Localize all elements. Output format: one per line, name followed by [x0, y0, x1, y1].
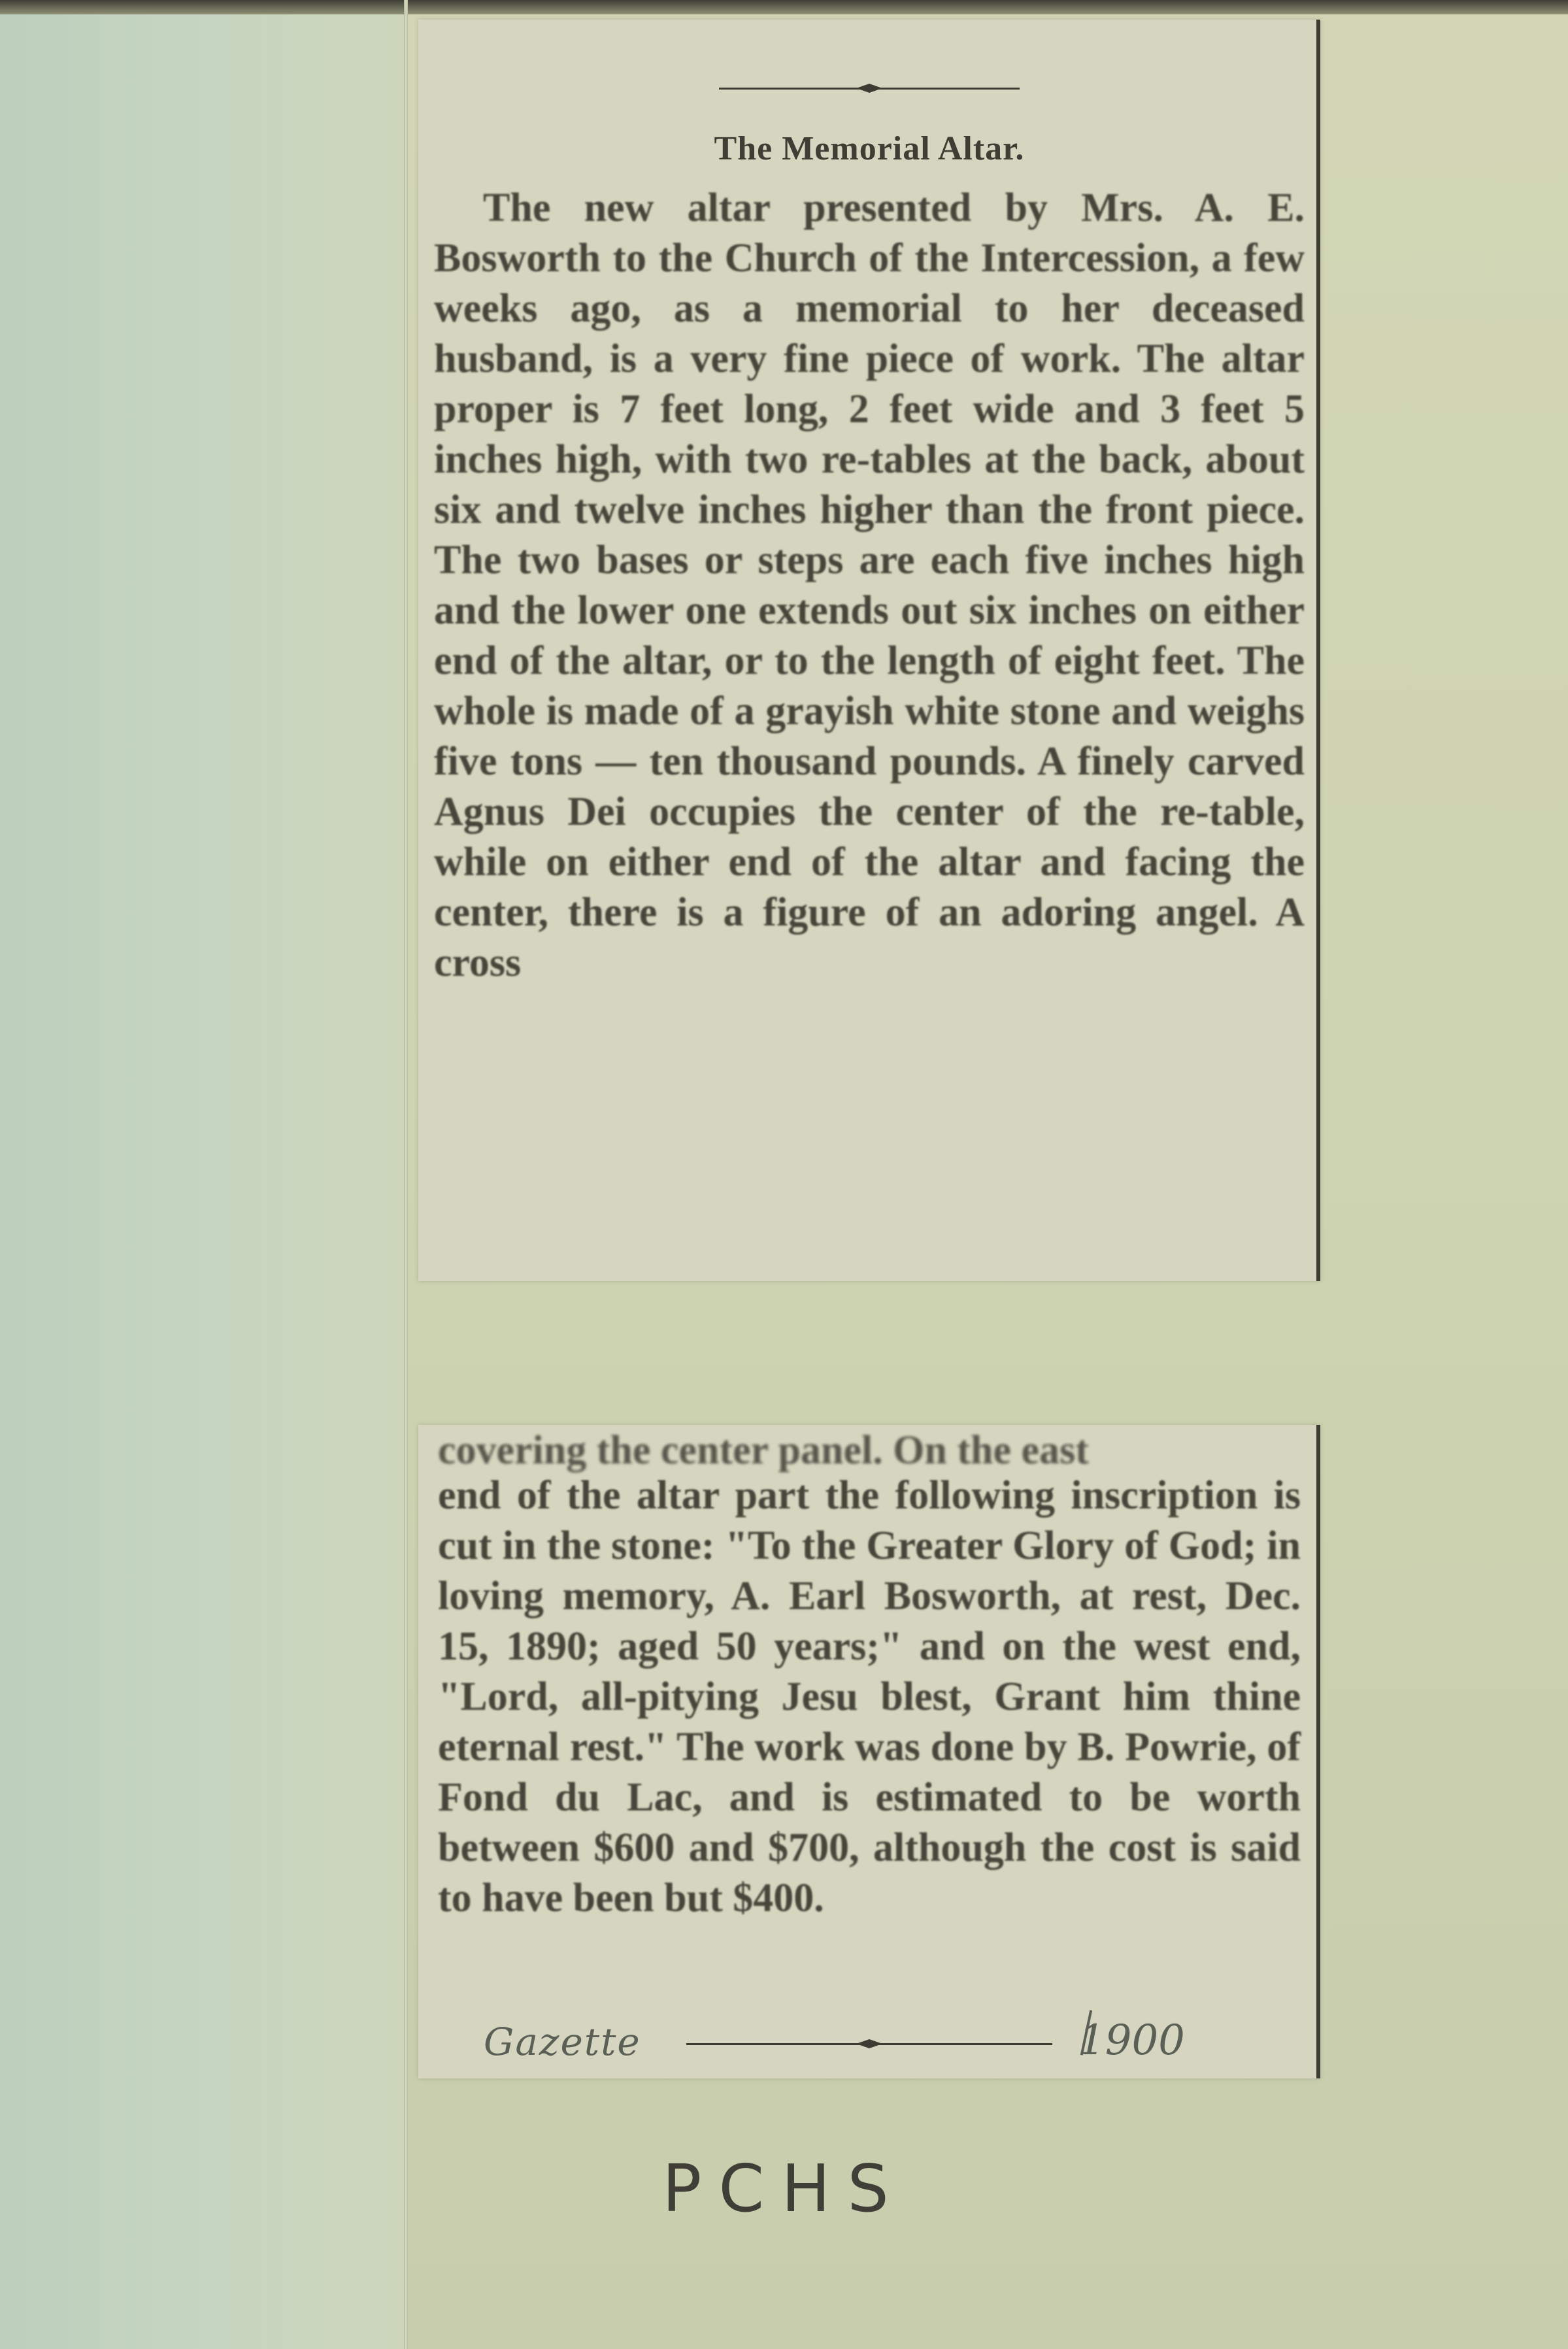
article-body-part-2: end of the altar part the following inscription is cut in the stone: "To the Greater Glory of God; in loving memory, A. Earl Bosworth, at rest, Dec. 15, 1890; aged 50 years;" and on the west end, "Lord, all-pitying Jesu blest, Grant him thine eternal rest." The work was done by B. Powrie, of Fond du Lac, and is estimated to be worth between $600 and $700, although the cost is said to have been but $400.	[438, 1473, 1301, 1920]
page-fold	[404, 0, 408, 2349]
column-rule	[1316, 20, 1320, 1281]
article-headline: The Memorial Altar.	[714, 130, 1025, 167]
archive-watermark: PCHS	[662, 2150, 906, 2227]
top-edge-shadow	[0, 0, 1568, 14]
facing-page	[0, 0, 405, 2349]
handwritten-source: Gazette	[484, 2020, 641, 2064]
clipping-part-1	[418, 20, 1320, 1281]
end-ornament-icon	[686, 2039, 1052, 2048]
clipping-part-2	[418, 1425, 1320, 2078]
article-body-part-1: The new altar presented by Mrs. A. E. Bosworth to the Church of the Intercession, a few weeks ago, as a memorial to her deceased husband, is a very fine piece of work. The altar proper is 7 feet long, 2 feet wide and 3 feet 5 inches high, with two re-tables at the back, about six and twelve inches higher than the front piece. The two bases or steps are each five inches high and the lower one extends out six inches on either end of the altar, or to the length of eight feet. The whole is made of a grayish white stone and weighs five tons — ten thousand pounds. A finely carved Agnus Dei occupies the center of the re-table, while on either end of the altar and facing the center, there is a figure of an adoring angel. A cross	[434, 186, 1305, 985]
cut-off-line: covering the center panel. On the east	[438, 1428, 1089, 1473]
handwritten-date: 1900	[1078, 2016, 1185, 2065]
top-ornament-icon	[719, 84, 1020, 93]
column-rule	[1316, 1425, 1320, 2078]
